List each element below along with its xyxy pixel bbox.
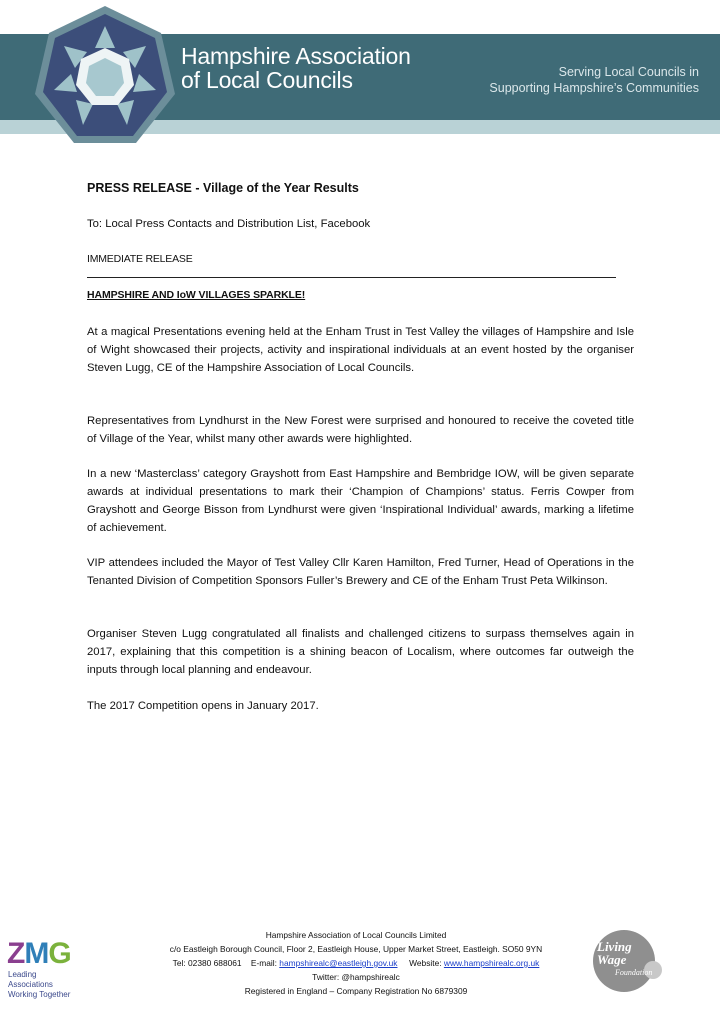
press-release-title: PRESS RELEASE - Village of the Year Results (87, 181, 359, 195)
paragraph-1: At a magical Presentations evening held at the Enham Trust in Test Valley the villages of Hampshire and Isle of Wight showcased their projects, activity and inspirational individuals at an event hosted by the organiser Steven Lugg, CE of the Hampshire Association of Local Councils. (87, 326, 634, 374)
recipients-line: To: Local Press Contacts and Distribution List, Facebook (87, 218, 371, 230)
living-wage-line1: Living (597, 939, 632, 954)
footer-company: Hampshire Association of Local Councils Limited (265, 930, 447, 940)
headline: HAMPSHIRE AND IoW VILLAGES SPARKLE! (87, 289, 306, 301)
zmg-logo-letters: ZMG (7, 937, 71, 970)
footer-twitter: Twitter: @hampshirealc (312, 972, 400, 982)
tagline-line1: Serving Local Councils in (558, 65, 699, 79)
footer-registration: Registered in England – Company Registration No 6879309 (244, 986, 468, 996)
footer-website-label: Website: (409, 958, 442, 968)
paragraph-6: The 2017 Competition opens in January 2017. (87, 700, 319, 712)
org-name (181, 44, 411, 92)
footer-address: c/o Eastleigh Borough Council, Floor 2, Eastleigh House, Upper Market Street, Eastleigh. SO50 9YN (169, 944, 543, 954)
living-wage-text (597, 940, 657, 966)
org-name-line2: of Local Councils (181, 67, 353, 93)
paragraph-2: Representatives from Lyndhurst in the New Forest were surprised and honoured to receive the coveted title of Village of the Year, whilst many other awards were highlighted. (87, 415, 634, 445)
paragraph-4: VIP attendees included the Mayor of Test Valley Cllr Karen Hamilton, Fred Turner, Head of Operations in the Tenanted Division of Competition Sponsors Fuller’s Brewery and CE of the Enham Trust Peta Wilkinson. (87, 557, 634, 587)
footer-contact (130, 956, 582, 970)
footer (130, 928, 582, 998)
zmg-logo (7, 937, 82, 999)
paragraph-3: In a new ‘Masterclass’ category Grayshott from East Hampshire and Bembridge IOW, will be given separate awards at individual presentations to mark their ‘Champion of Champions’ status. Ferris Cowper from Grayshott and George Bisson from Lyndhurst were given ‘Inspirational Individual’ awards, marking a lifetime of achievement. (87, 468, 634, 534)
org-name-line1: Hampshire Association (181, 43, 411, 69)
divider (87, 277, 616, 278)
zmg-line1: Leading Associations (8, 970, 53, 989)
footer-email-label: E-mail: (250, 958, 277, 968)
footer-website-link[interactable]: www.hampshirealc.org.uk (443, 958, 540, 968)
release-type: IMMEDIATE RELEASE (87, 253, 193, 265)
living-wage-logo (591, 928, 671, 998)
paragraph-5: Organiser Steven Lugg congratulated all finalists and challenged citizens to surpass themselves again in 2017, explaining that this competition is a shining beacon of Localism, where outcomes far outweigh the inputs through local planning and endeavour. (87, 628, 634, 676)
tagline-line2: Supporting Hampshire’s Communities (489, 81, 699, 95)
living-wage-line2: Wage (597, 952, 627, 967)
living-wage-foundation: Foundation (615, 968, 653, 977)
footer-tel: Tel: 02380 688061 (172, 958, 242, 968)
footer-email-link[interactable]: hampshirealc@eastleigh.gov.uk (279, 958, 398, 968)
zmg-logo-tagline (8, 970, 82, 1000)
halc-logo-icon (30, 3, 180, 153)
tagline (489, 64, 699, 96)
zmg-line2: Working Together (8, 990, 71, 999)
